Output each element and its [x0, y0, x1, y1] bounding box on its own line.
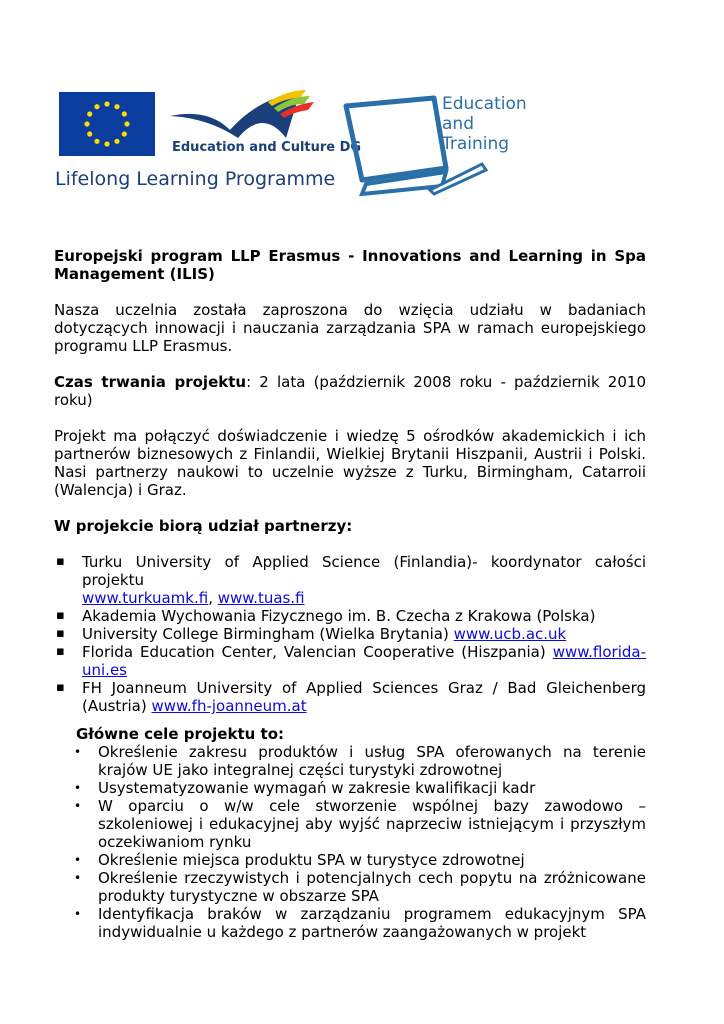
duration-paragraph — [54, 373, 646, 409]
duration-label: Czas trwania projektu — [54, 373, 247, 391]
intro-paragraph: Nasza uczelnia została zaproszona do wzięcia udziału w badaniach dotyczących innowacji i nauczania zarządzania SPA w ramach europejskiego programu LLP Erasmus. — [54, 301, 646, 355]
duration-value: : 2 lata (październik 2008 roku - październik 2010 roku) — [54, 373, 646, 409]
goal-item: • Określenie zakresu produktów i usług SPA oferowanych na terenie krajów UE jako integralnej części turystyki zdrowotnej — [54, 743, 646, 779]
document-body — [54, 247, 646, 941]
eu-flag-icon — [59, 92, 155, 156]
goal-item: • Określenie rzeczywistych i potencjalnych cech popytu na zróżnicowane produkty turystyczne w obszarze SPA — [54, 869, 646, 905]
partners-heading: W projekcie biorą udział partnerzy: — [54, 517, 353, 535]
partner-link[interactable]: www.florida-uni.es — [82, 643, 646, 679]
partners-list — [54, 553, 646, 715]
education-training-label: Education and Training — [442, 94, 527, 154]
logo-header — [50, 86, 540, 196]
project-paragraph: Projekt ma połączyć doświadczenie i wiedzę 5 ośrodków akademickich i ich partnerów biznesowych z Finlandii, Wielkiej Brytanii Hiszpanii, Austrii i Polski. Nasi partnerzy naukowi to uczelnie wyższe z Turku, Birmingham, Catarroii (Walencja) i Graz. — [54, 427, 646, 499]
goal-item: • Usystematyzowanie wymagań w zakresie kwalifikacji kadr — [54, 779, 646, 797]
goal-item: • Identyfikacja braków w zarządzaniu programem edukacyjnym SPA indywidualnie u każdego z partnerów zaangażowanych w projekt — [54, 905, 646, 941]
partner-link[interactable]: www.fh-joanneum.at — [151, 697, 307, 715]
goal-item: • W oparciu o w/w cele stworzenie wspólnej bazy zawodowo – szkoleniowej i edukacyjnej aby wyjść naprzeciw istniejącym i przyszłym oczekiwaniom rynku — [54, 797, 646, 851]
llp-label: Lifelong Learning Programme — [55, 168, 336, 190]
partner-item: ▪ Turku University of Applied Science (Finlandia)- koordynator całości projektu www.turkuamk.fi, www.tuas.fi — [54, 553, 646, 607]
partner-item: ▪ FH Joanneum University of Applied Sciences Graz / Bad Gleichenberg (Austria) www.fh-joanneum.at — [54, 679, 646, 715]
goals-heading: Główne cele projektu to: — [76, 725, 284, 743]
goals-list — [54, 743, 646, 941]
goal-item: • Określenie miejsca produktu SPA w turystyce zdrowotnej — [54, 851, 646, 869]
partner-link[interactable]: www.ucb.ac.uk — [453, 625, 567, 643]
culture-dg-label: Education and Culture DG — [172, 140, 362, 155]
partner-item: ▪ University College Birmingham (Wielka Brytania) www.ucb.ac.uk — [54, 625, 646, 643]
partner-item: ▪ Akademia Wychowania Fizycznego im. B. Czecha z Krakowa (Polska) — [54, 607, 646, 625]
partner-link[interactable]: www.turkuamk.fi — [82, 589, 209, 607]
partner-item: ▪ Florida Education Center, Valencian Cooperative (Hiszpania) www.florida-uni.es — [54, 643, 646, 679]
document-title: Europejski program LLP Erasmus - Innovations and Learning in Spa Management (ILIS) — [54, 247, 646, 283]
partner-link[interactable]: www.tuas.fi — [217, 589, 305, 607]
